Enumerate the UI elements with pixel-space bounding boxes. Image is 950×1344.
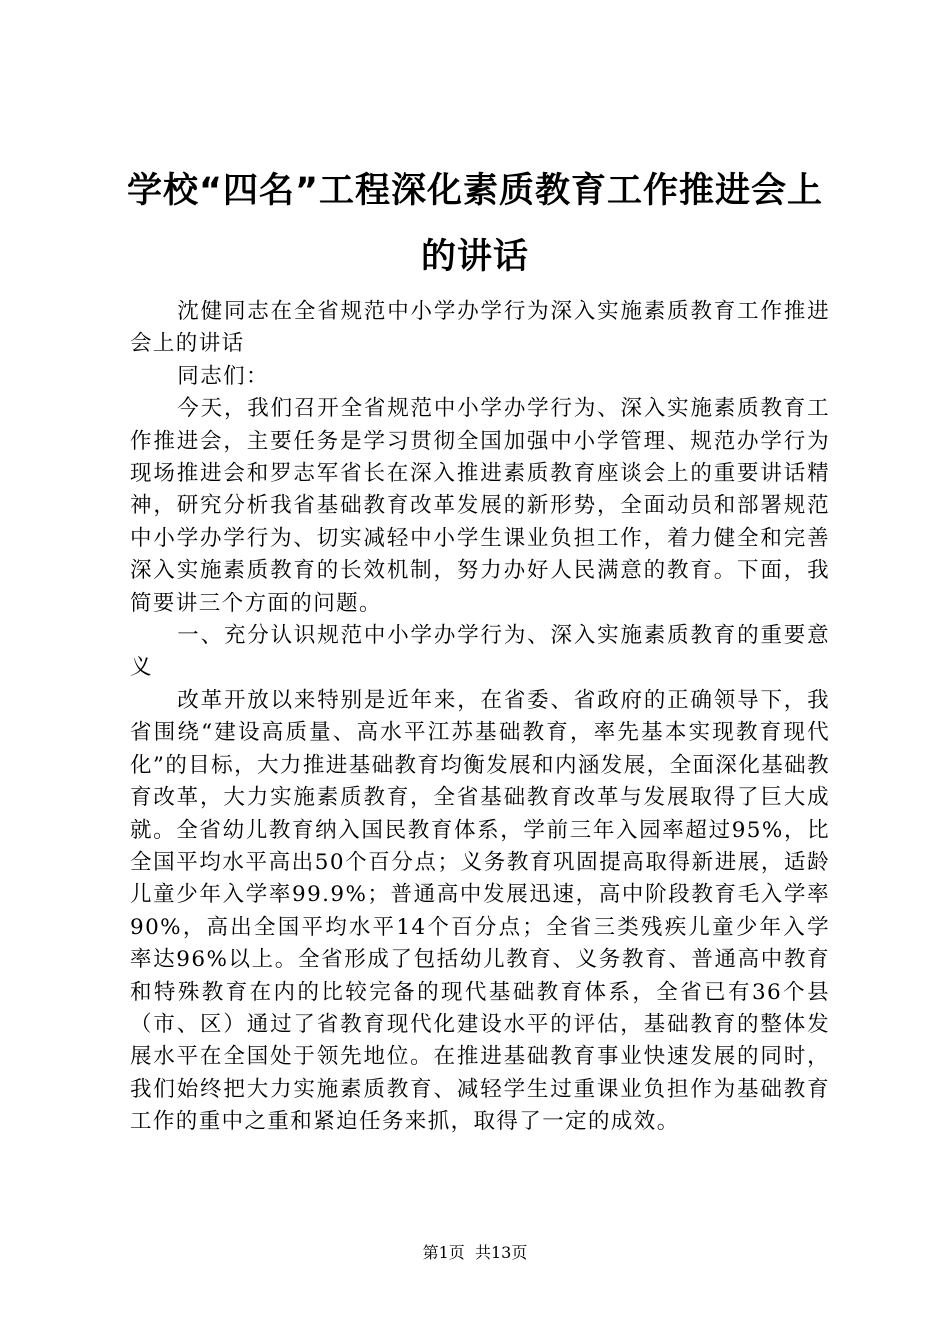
paragraph-section-heading: 一、充分认识规范中小学办学行为、深入实施素质教育的重要意义 (130, 623, 830, 681)
paragraph-achievements: 改革开放以来特别是近年来，在省委、省政府的正确领导下，我省围绕“建设高质量、高水平江苏基础教育，率先基本实现教育现代化”的目标，大力推进基础教育均衡发展和内涵发展，全面深化基础教育改革，大力实施素质教育，全省基础教育改革与发展取得了巨大成就。全省幼儿教育纳入国民教育体系，学前三年入园率超过95%，比全国平均水平高出50个百分点；义务教育巩固提高取得新进展，适龄儿童少年入学率99.9%；普通高中发展迅速，高中阶段教育毛入学率90%，高出全国平均水平14个百分点；全省三类残疾儿童少年入学率达96%以上。全省形成了包括幼儿教育、义务教育、普通高中教育和特殊教育在内的比较完备的现代基础教育体系，全省已有36个县（市、区）通过了省教育现代化建设水平的评估，基础教育的整体发展水平在全国处于领先地位。在推进基础教育事业快速发展的同时，我们始终把大力实施素质教育、减轻学生过重课业负担作为基础教育工作的重中之重和紧迫任务来抓，取得了一定的成效。 (130, 687, 830, 1135)
page-number-current: 第1页 (422, 1243, 465, 1262)
paragraph-intro: 今天，我们召开全省规范中小学办学行为、深入实施素质教育工作推进会，主要任务是学习贯彻全国加强中小学管理、规范办学行为现场推进会和罗志军省长在深入推进素质教育座谈会上的重要讲话精神，研究分析我省基础教育改革发展的新形势，全面动员和部署规范中小学办学行为、切实减轻中小学生课业负担工作，着力健全和完善深入实施素质教育的长效机制，努力办好人民满意的教育。下面，我简要讲三个方面的问题。 (130, 396, 830, 616)
page-footer (0, 1243, 950, 1263)
page-number-total: 共13页 (474, 1243, 528, 1262)
document-title: 学校“四名”工程深化素质教育工作推进会上的讲话 (126, 171, 823, 277)
document-body (130, 296, 830, 1139)
paragraph-subtitle: 沈健同志在全省规范中小学办学行为深入实施素质教育工作推进会上的讲话 (130, 299, 830, 357)
paragraph-salutation: 同志们： (177, 363, 269, 389)
